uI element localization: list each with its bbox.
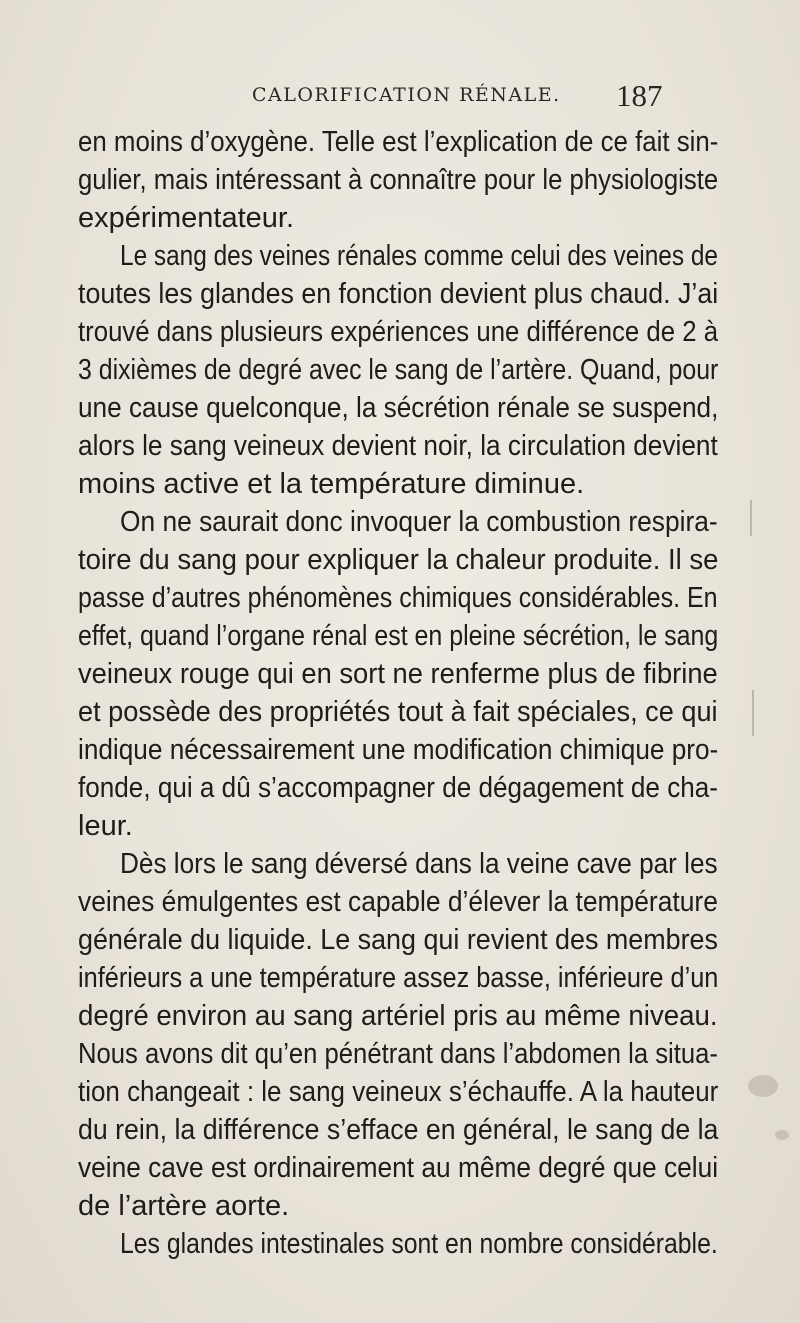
page-smudge	[748, 1075, 778, 1097]
text-line: gulier, mais intéressant à connaître pour le physiologiste	[78, 164, 719, 196]
paragraph-start-line: On ne saurait donc invoquer la combustion respira-	[120, 506, 718, 538]
text-line: trouvé dans plusieurs expériences une différence de 2 à	[78, 316, 719, 348]
body-text	[78, 122, 719, 1260]
show-through-mark	[752, 690, 754, 736]
running-title: CALORIFICATION RÉNALE.	[252, 84, 561, 106]
text-line: indique nécessairement une modification chimique pro-	[78, 734, 719, 766]
text-line: leur.	[78, 810, 133, 842]
text-line: Nous avons dit qu’en pénétrant dans l’abdomen la situa-	[78, 1038, 718, 1070]
text-line: passe d’autres phénomènes chimiques considérables. En	[78, 582, 718, 614]
text-line: en moins d’oxygène. Telle est l’explication de ce fait sin-	[78, 126, 719, 158]
text-line: expérimentateur.	[78, 202, 295, 234]
text-line: effet, quand l’organe rénal est en pleine sécrétion, le sang	[78, 620, 719, 652]
page-smudge	[775, 1130, 789, 1140]
page-number: 187	[616, 78, 663, 113]
text-line: degré environ au sang artériel pris au même niveau.	[78, 1000, 718, 1032]
text-line: veine cave est ordinairement au même degré que celui	[78, 1152, 719, 1184]
text-line: et possède des propriétés tout à fait spéciales, ce qui	[78, 696, 718, 728]
text-line: une cause quelconque, la sécrétion rénale se suspend,	[78, 392, 719, 424]
text-line: toutes les glandes en fonction devient plus chaud. J’ai	[78, 278, 719, 310]
text-line: toire du sang pour expliquer la chaleur produite. Il se	[78, 544, 719, 576]
text-line: de l’artère aorte.	[78, 1190, 290, 1222]
text-line: du rein, la différence s’efface en général, le sang de la	[78, 1114, 719, 1146]
text-line: fonde, qui a dû s’accompagner de dégagement de cha-	[78, 772, 718, 804]
paragraph-start-line: Les glandes intestinales sont en nombre considérable.	[120, 1228, 718, 1260]
text-line: inférieurs a une température assez basse, inférieure d’un	[78, 962, 719, 994]
paragraph-start-line: Le sang des veines rénales comme celui des veines de	[120, 240, 718, 272]
text-line: générale du liquide. Le sang qui revient des membres	[78, 924, 718, 956]
text-line: tion changeait : le sang veineux s’échauffe. A la hauteur	[78, 1076, 719, 1108]
text-line: moins active et la température diminue.	[78, 468, 585, 500]
running-head	[0, 78, 800, 118]
text-line: veineux rouge qui en sort ne renferme plus de fibrine	[78, 658, 718, 690]
text-line: veines émulgentes est capable d’élever la température	[78, 886, 718, 918]
paragraph-start-line: Dès lors le sang déversé dans la veine cave par les	[120, 848, 718, 880]
text-line: 3 dixièmes de degré avec le sang de l’artère. Quand, pour	[78, 354, 719, 386]
show-through-mark	[750, 500, 752, 536]
text-line: alors le sang veineux devient noir, la circulation devient	[78, 430, 718, 462]
